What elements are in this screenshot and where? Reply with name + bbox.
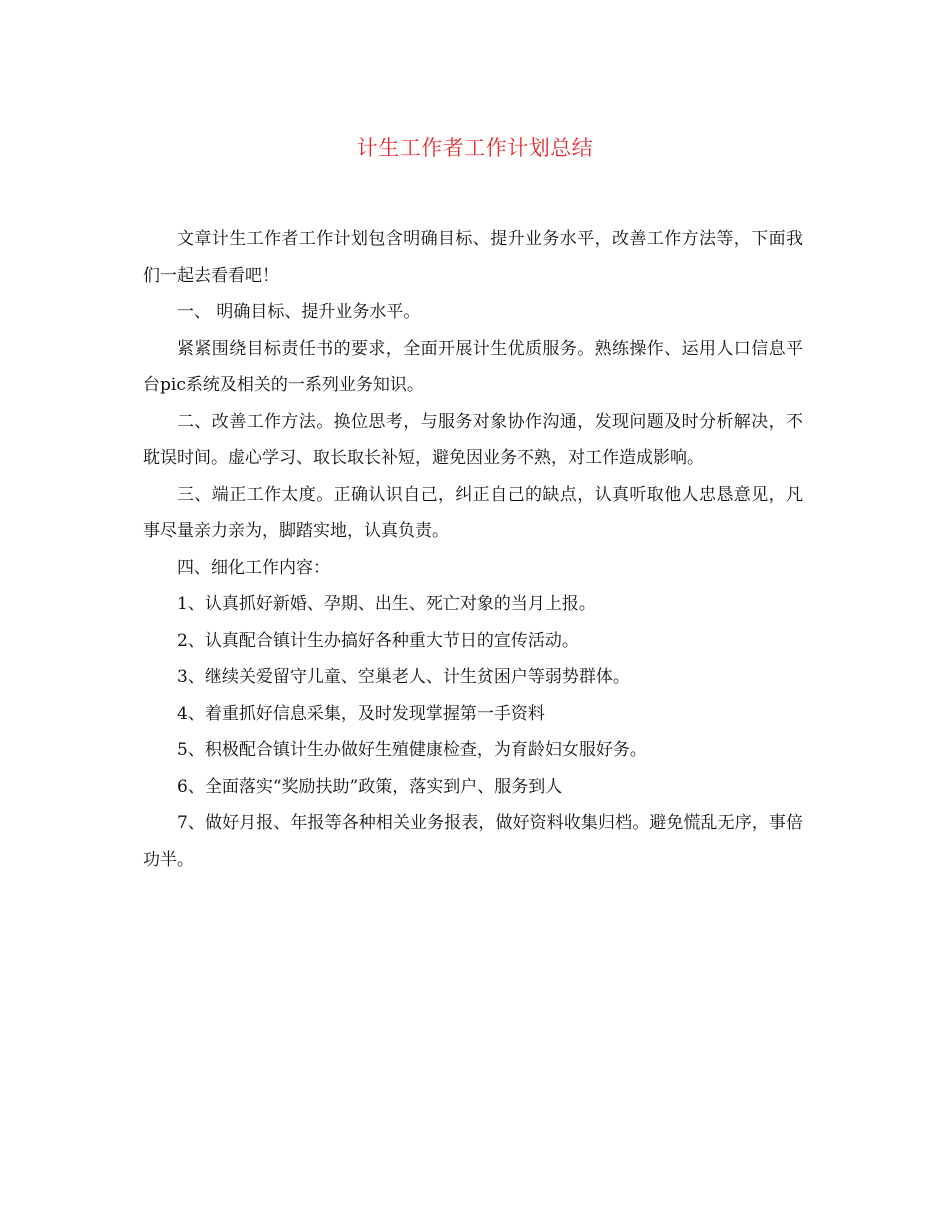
document-title: 计生工作者工作计划总结 [356,136,594,160]
list-item-5: 5、积极配合镇计生办做好生殖健康检查，为育龄妇女服好务。 [177,740,647,760]
list-item-7: 7、做好月报、年报等各种相关业务报表，做好资料收集归档。避免慌乱无序，事倍功半。 [143,813,803,870]
list-item-6: 6、全面落实“奖励扶助”政策，落实到户、服务到人 [177,776,563,797]
paragraph-section-4-heading: 四、细化工作内容： [177,557,330,578]
paragraph-section-2: 二、改善工作方法。换位思考，与服务对象协作沟通，发现问题及时分析解决，不耽误时间。虚心学习、取长取长补短，避免因业务不熟，对工作造成影响。 [143,411,803,468]
list-item-2: 2、认真配合镇计生办搞好各种重大节日的宣传活动。 [177,630,579,651]
list-item-1: 1、认真抓好新婚、孕期、出生、死亡对象的当月上报。 [177,594,596,614]
paragraph-intro: 文章计生工作者工作计划包含明确目标、提升业务水平，改善工作方法等，下面我们一起去看看吧！ [143,229,803,286]
list-item-3: 3、继续关爱留守儿童、空巢老人、计生贫困户等弱势群体。 [177,667,630,687]
paragraph-section-1-heading: 一、 明确目标、提升业务水平。 [177,302,421,322]
document-body [143,221,803,878]
paragraph-section-1-body: 紧紧围绕目标责任书的要求，全面开展计生优质服务。熟练操作、运用人口信息平台pic系统及相关的一系列业务知识。 [143,338,803,395]
list-item-4: 4、着重抓好信息采集，及时发现掌握第一手资料 [177,703,545,724]
paragraph-section-3: 三、端正工作太度。正确认识自己，纠正自己的缺点，认真听取他人忠恳意见，凡事尽量亲力亲为，脚踏实地，认真负责。 [143,484,803,541]
